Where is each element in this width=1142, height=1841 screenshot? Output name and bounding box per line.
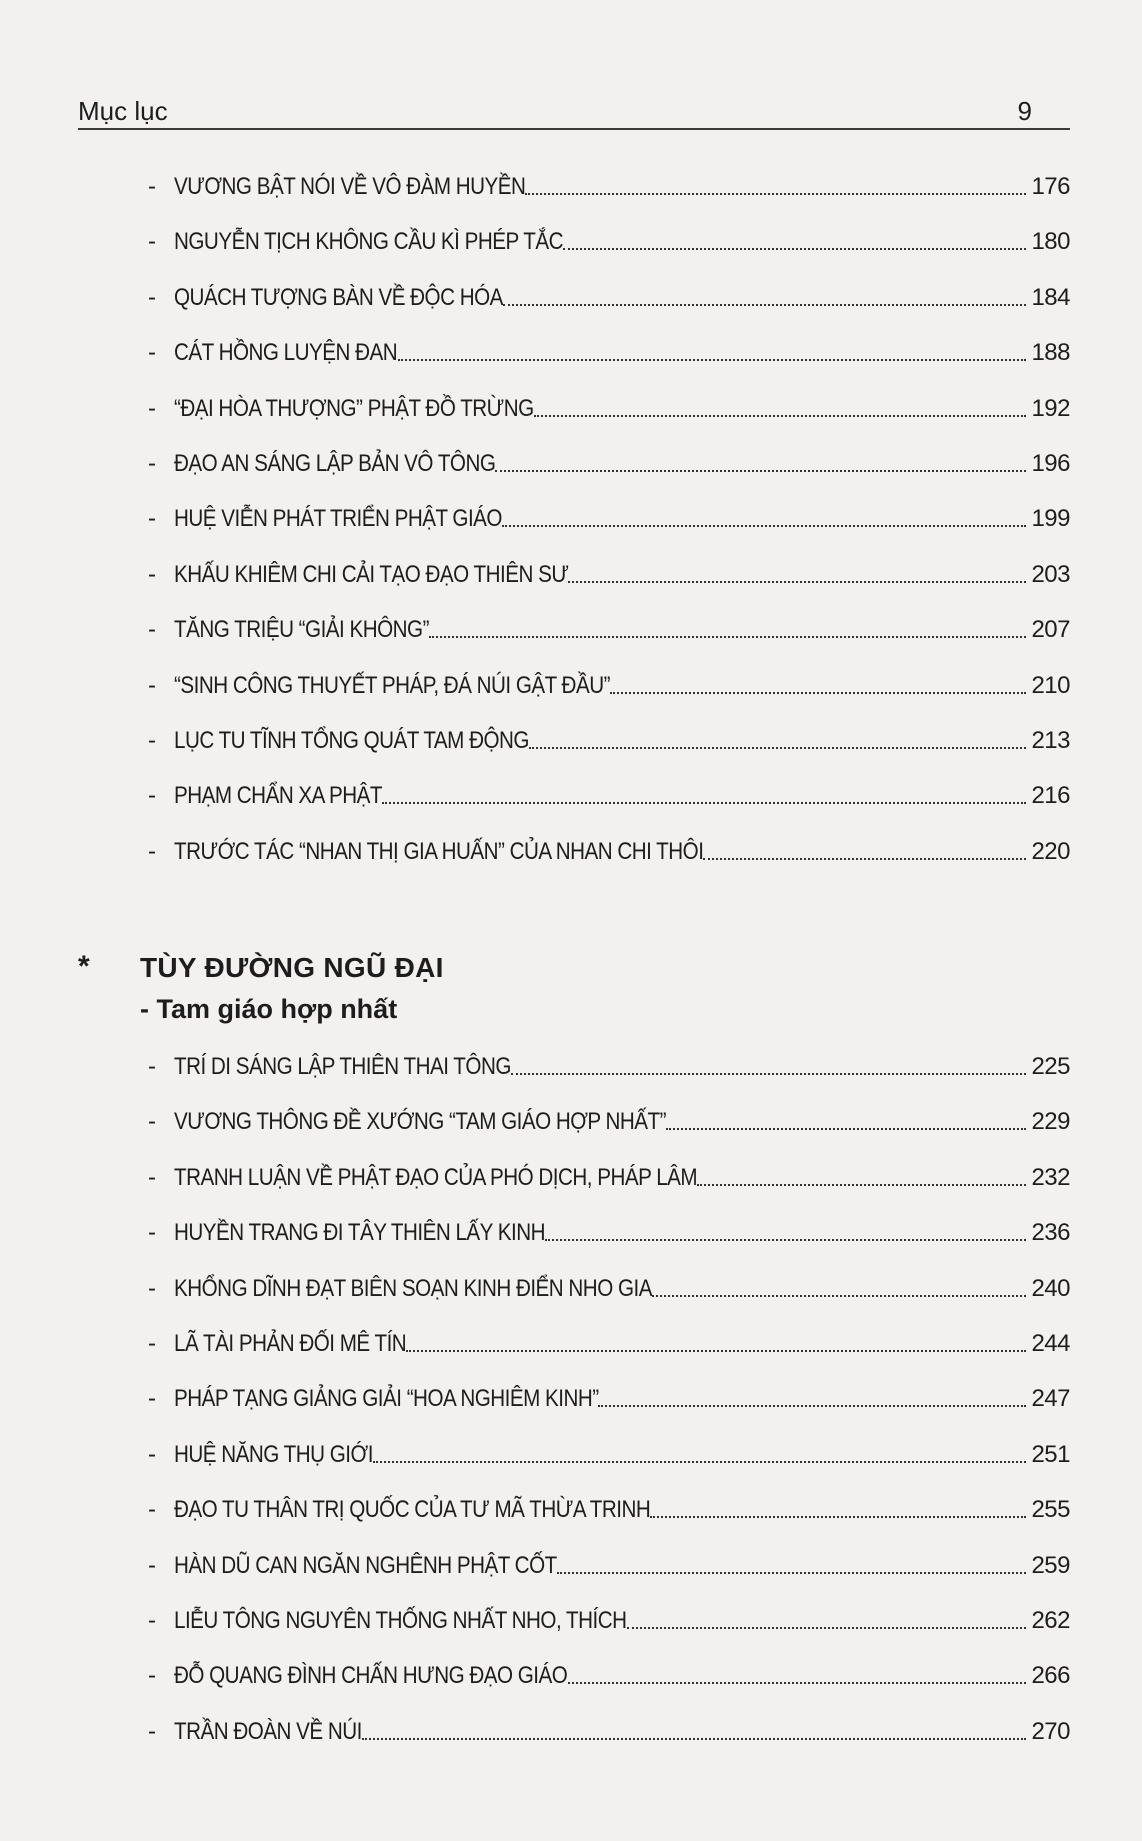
dot-leader: [495, 469, 1026, 472]
toc-entry: [148, 1600, 1070, 1636]
toc-entry-page: 184: [1031, 283, 1070, 311]
dot-leader: [362, 1737, 1026, 1740]
toc-entry-page: 216: [1031, 782, 1070, 810]
toc-dash: -: [148, 394, 156, 422]
toc-entry-page: 225: [1031, 1053, 1070, 1080]
toc-entry-page: 247: [1031, 1385, 1070, 1413]
toc-entry: [148, 388, 1070, 424]
toc-entry-page: 192: [1031, 394, 1070, 422]
toc-dash: -: [148, 1108, 156, 1136]
toc-entry-title: KHỔNG DĨNH ĐẠT BIÊN SOẠN KINH ĐIỂN NHO GIA: [174, 1274, 652, 1302]
toc-entry: [148, 332, 1070, 368]
page-number: 9: [1017, 96, 1032, 126]
toc-entry-title: ĐỖ QUANG ĐÌNH CHẤN HƯNG ĐẠO GIÁO: [174, 1662, 568, 1690]
dot-leader: [598, 1404, 1026, 1407]
toc-dash: -: [148, 1385, 156, 1413]
toc-entry: [148, 1489, 1070, 1525]
toc-entry-title: “SINH CÔNG THUYẾT PHÁP, ĐÁ NÚI GẬT ĐẦU”: [174, 671, 610, 699]
dot-leader: [525, 192, 1026, 195]
dot-leader: [557, 1571, 1026, 1574]
toc-entry-title: HÀN DŨ CAN NGĂN NGHÊNH PHẬT CỐT: [174, 1551, 557, 1579]
toc-entry-title: VƯƠNG THÔNG ĐỀ XƯỚNG “TAM GIÁO HỢP NHẤT”: [174, 1108, 667, 1136]
toc-entry: [148, 775, 1070, 811]
toc-dash: -: [148, 616, 156, 644]
toc-entry-title: PHẠM CHẨN XA PHẬT: [174, 782, 382, 810]
dot-leader: [627, 1626, 1026, 1629]
toc-dash: -: [148, 1274, 156, 1302]
toc-dash: -: [148, 837, 156, 865]
toc-entry: [148, 1378, 1070, 1414]
toc-entry-title: CÁT HỒNG LUYỆN ĐAN: [174, 339, 398, 367]
toc-entry-page: 210: [1031, 671, 1070, 699]
dot-leader: [650, 1515, 1026, 1518]
dot-leader: [398, 358, 1026, 361]
dot-leader: [652, 1294, 1026, 1297]
toc-dash: -: [148, 283, 156, 311]
section-marker: *: [78, 950, 90, 983]
toc-entry: [148, 498, 1070, 534]
toc-entry: [148, 609, 1070, 645]
toc-dash: -: [148, 1607, 156, 1634]
toc-dash: -: [148, 1551, 156, 1579]
toc-entry-title: “ĐẠI HÒA THƯỢNG” PHẬT ĐỒ TRỪNG: [174, 394, 534, 422]
toc-dash: -: [148, 1717, 156, 1745]
toc-entry-title: QUÁCH TƯỢNG BÀN VỀ ĐỘC HÓA: [174, 283, 503, 311]
toc-entry: [148, 1268, 1070, 1304]
dot-leader: [429, 635, 1026, 638]
toc-entry: [148, 443, 1070, 479]
toc-dash: -: [148, 1662, 156, 1690]
toc-dash: -: [148, 1163, 156, 1191]
dot-leader: [568, 580, 1026, 583]
toc-entry-title: LỤC TU TĨNH TỔNG QUÁT TAM ĐỘNG: [174, 727, 529, 754]
toc-entry-page: 262: [1031, 1607, 1070, 1634]
toc-entry-title: ĐẠO AN SÁNG LẬP BẢN VÔ TÔNG: [174, 450, 496, 477]
dot-leader: [610, 691, 1026, 694]
toc-entry-page: 232: [1031, 1163, 1070, 1191]
toc-entry-title: HUYỀN TRANG ĐI TÂY THIÊN LẤY KINH: [174, 1219, 546, 1247]
dot-leader: [534, 414, 1026, 417]
dot-leader: [703, 857, 1026, 860]
toc-entry-page: 240: [1031, 1274, 1070, 1302]
toc-entry-page: 220: [1031, 837, 1070, 865]
toc-entry-page: 244: [1031, 1330, 1070, 1357]
dot-leader: [697, 1183, 1026, 1186]
header-title: Mục lục: [78, 96, 168, 126]
dot-leader: [503, 303, 1026, 306]
section-title: TÙY ĐƯỜNG NGŨ ĐẠI: [140, 952, 444, 983]
toc-entry: [148, 1323, 1070, 1359]
toc-entry-page: 270: [1031, 1717, 1070, 1745]
toc-dash: -: [148, 1440, 156, 1468]
dot-leader: [373, 1460, 1026, 1463]
toc-entry-title: HUỆ NĂNG THỤ GIỚI: [174, 1440, 373, 1468]
dot-leader: [502, 524, 1026, 527]
toc-entry-title: NGUYỄN TỊCH KHÔNG CẦU KÌ PHÉP TẮC: [174, 228, 563, 256]
dot-leader: [568, 1681, 1026, 1684]
toc-dash: -: [148, 1496, 156, 1524]
toc-dash: -: [148, 1330, 156, 1357]
toc-entry-page: 266: [1031, 1662, 1070, 1690]
toc-entry-title: LÃ TÀI PHẢN ĐỐI MÊ TÍN: [174, 1330, 407, 1357]
toc-entry: [148, 720, 1070, 756]
toc-entry: [148, 166, 1070, 202]
toc-entry: [148, 1212, 1070, 1248]
toc-dash: -: [148, 782, 156, 810]
toc-entry-page: 207: [1031, 616, 1070, 644]
toc-entry-title: ĐẠO TU THÂN TRỊ QUỐC CỦA TƯ MÃ THỪA TRINH: [174, 1496, 651, 1524]
toc-entry-page: 203: [1031, 560, 1070, 588]
dot-leader: [666, 1127, 1026, 1130]
dot-leader: [406, 1349, 1026, 1352]
toc-entry-page: 236: [1031, 1219, 1070, 1247]
toc-dash: -: [148, 560, 156, 588]
dot-leader: [511, 1072, 1026, 1075]
toc-entry: [148, 1046, 1070, 1082]
toc-entry-title: TRÍ DI SÁNG LẬP THIÊN THAI TÔNG: [174, 1053, 511, 1080]
toc-entry-page: 255: [1031, 1496, 1070, 1524]
toc-dash: -: [148, 505, 156, 533]
toc-entry: [148, 1157, 1070, 1193]
toc-entry-page: 176: [1031, 173, 1070, 200]
toc-entry-title: TRANH LUẬN VỀ PHẬT ĐẠO CỦA PHÓ DỊCH, PHÁP LÂM: [174, 1163, 698, 1191]
toc-entry-page: 199: [1031, 505, 1070, 533]
toc-entry: [148, 1101, 1070, 1137]
toc-entry-page: 196: [1031, 450, 1070, 477]
dot-leader: [563, 247, 1026, 250]
toc-dash: -: [148, 173, 156, 200]
toc-entry-title: KHẤU KHIÊM CHI CẢI TẠO ĐẠO THIÊN SƯ: [174, 560, 569, 588]
toc-entry-title: PHÁP TẠNG GIẢNG GIẢI “HOA NGHIÊM KINH”: [174, 1385, 599, 1413]
toc-entry-page: 188: [1031, 339, 1070, 367]
section-subtitle: - Tam giáo hợp nhất: [140, 994, 398, 1024]
toc-entry-page: 180: [1031, 228, 1070, 256]
toc-entry: [148, 1434, 1070, 1470]
toc-entry-title: TRƯỚC TÁC “NHAN THỊ GIA HUẤN” CỦA NHAN CHI THÔI: [174, 837, 704, 865]
toc-entry-title: LIỄU TÔNG NGUYÊN THỐNG NHẤT NHO, THÍCH: [174, 1607, 627, 1634]
toc-dash: -: [148, 1053, 156, 1080]
dot-leader: [545, 1238, 1026, 1241]
toc-entry: [148, 1655, 1070, 1691]
toc-entry-page: 251: [1031, 1440, 1070, 1468]
toc-dash: -: [148, 1219, 156, 1247]
toc-entry: [148, 554, 1070, 590]
toc-dash: -: [148, 228, 156, 256]
toc-dash: -: [148, 727, 156, 754]
toc-entry-page: 213: [1031, 727, 1070, 754]
toc-entry-page: 229: [1031, 1108, 1070, 1136]
toc-entry-title: VƯƠNG BẬT NÓI VỀ VÔ ĐÀM HUYỀN: [174, 173, 526, 200]
page-header: [78, 94, 1070, 130]
toc-dash: -: [148, 450, 156, 477]
dot-leader: [382, 801, 1026, 804]
toc-entry: [148, 1545, 1070, 1581]
dot-leader: [529, 746, 1026, 749]
toc-entry: [148, 221, 1070, 257]
toc-entry: [148, 277, 1070, 313]
toc-entry: [148, 831, 1070, 867]
toc-entry: [148, 1711, 1070, 1747]
toc-dash: -: [148, 339, 156, 367]
toc-entry-title: HUỆ VIỄN PHÁT TRIỂN PHẬT GIÁO: [174, 505, 502, 533]
toc-entry-title: TRẦN ĐOÀN VỀ NÚI: [174, 1717, 362, 1745]
toc-entry: [148, 665, 1070, 701]
toc-dash: -: [148, 671, 156, 699]
toc-entry-page: 259: [1031, 1551, 1070, 1579]
toc-entry-title: TĂNG TRIỆU “GIẢI KHÔNG”: [174, 616, 429, 644]
